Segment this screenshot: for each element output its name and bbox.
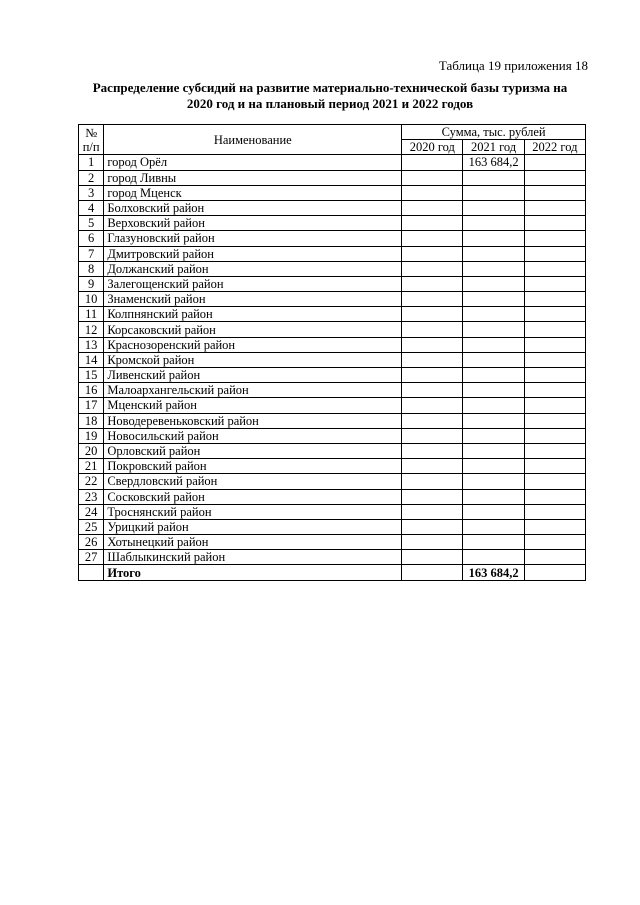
subsidy-table bbox=[78, 124, 586, 581]
row-2020 bbox=[402, 292, 463, 307]
row-2021 bbox=[463, 216, 524, 231]
row-2022 bbox=[524, 170, 585, 185]
row-2022 bbox=[524, 276, 585, 291]
row-name: Глазуновский район bbox=[104, 231, 402, 246]
row-name: Верховский район bbox=[104, 216, 402, 231]
row-2020 bbox=[402, 519, 463, 534]
row-name: Знаменский район bbox=[104, 292, 402, 307]
row-2021 bbox=[463, 489, 524, 504]
header-row-top bbox=[79, 125, 586, 140]
table-row bbox=[79, 383, 586, 398]
row-2022 bbox=[524, 155, 585, 170]
row-2021 bbox=[463, 459, 524, 474]
row-2021 bbox=[463, 413, 524, 428]
row-2021 bbox=[463, 352, 524, 367]
row-name: Новодеревеньковский район bbox=[104, 413, 402, 428]
row-2020 bbox=[402, 185, 463, 200]
row-2021 bbox=[463, 276, 524, 291]
row-number: 7 bbox=[79, 246, 104, 261]
row-2022 bbox=[524, 352, 585, 367]
row-number: 10 bbox=[79, 292, 104, 307]
row-2020 bbox=[402, 337, 463, 352]
row-name: Ливенский район bbox=[104, 368, 402, 383]
row-2020 bbox=[402, 276, 463, 291]
row-2020 bbox=[402, 459, 463, 474]
row-name: город Мценск bbox=[104, 185, 402, 200]
row-name: Покровский район bbox=[104, 459, 402, 474]
row-2020 bbox=[402, 307, 463, 322]
row-number: 21 bbox=[79, 459, 104, 474]
header-sum: Сумма, тыс. рублей bbox=[402, 125, 586, 140]
row-name: Сосковский район bbox=[104, 489, 402, 504]
row-number: 6 bbox=[79, 231, 104, 246]
header-num-line-1: № bbox=[85, 125, 98, 140]
row-name: Шаблыкинский район bbox=[104, 550, 402, 565]
row-number: 24 bbox=[79, 504, 104, 519]
row-name: Итого bbox=[104, 565, 402, 580]
table-row bbox=[79, 474, 586, 489]
row-2021 bbox=[463, 550, 524, 565]
row-name: Болховский район bbox=[104, 200, 402, 215]
table-row bbox=[79, 352, 586, 367]
table-row bbox=[79, 550, 586, 565]
row-number: 19 bbox=[79, 428, 104, 443]
row-2020 bbox=[402, 322, 463, 337]
row-2021 bbox=[463, 231, 524, 246]
row-name: Краснозоренский район bbox=[104, 337, 402, 352]
row-number: 27 bbox=[79, 550, 104, 565]
row-2020 bbox=[402, 504, 463, 519]
table-row bbox=[79, 443, 586, 458]
row-2022 bbox=[524, 307, 585, 322]
row-2022 bbox=[524, 474, 585, 489]
header-2021: 2021 год bbox=[463, 140, 524, 155]
row-2020 bbox=[402, 565, 463, 580]
table-row bbox=[79, 413, 586, 428]
row-2021 bbox=[463, 337, 524, 352]
row-2022 bbox=[524, 337, 585, 352]
row-2020 bbox=[402, 443, 463, 458]
table-row bbox=[79, 519, 586, 534]
row-2020 bbox=[402, 474, 463, 489]
table-row bbox=[79, 200, 586, 215]
table-row bbox=[79, 535, 586, 550]
row-name: Корсаковский район bbox=[104, 322, 402, 337]
row-number: 18 bbox=[79, 413, 104, 428]
row-2021 bbox=[463, 504, 524, 519]
row-2021 bbox=[463, 368, 524, 383]
row-2022 bbox=[524, 398, 585, 413]
header-num-line-2: п/п bbox=[82, 139, 100, 154]
appendix-reference: Таблица 19 приложения 18 bbox=[438, 58, 588, 73]
row-number: 23 bbox=[79, 489, 104, 504]
table-row bbox=[79, 428, 586, 443]
row-name: Должанский район bbox=[104, 261, 402, 276]
row-number: 26 bbox=[79, 535, 104, 550]
row-2021: 163 684,2 bbox=[463, 565, 524, 580]
row-2022 bbox=[524, 261, 585, 276]
row-2022 bbox=[524, 413, 585, 428]
row-2022 bbox=[524, 443, 585, 458]
row-name: Орловский район bbox=[104, 443, 402, 458]
row-2022 bbox=[524, 185, 585, 200]
table-row bbox=[79, 489, 586, 504]
row-name: Хотынецкий район bbox=[104, 535, 402, 550]
table-row bbox=[79, 368, 586, 383]
document-title bbox=[80, 80, 580, 112]
row-name: Колпнянский район bbox=[104, 307, 402, 322]
row-2020 bbox=[402, 413, 463, 428]
row-2020 bbox=[402, 383, 463, 398]
row-2022 bbox=[524, 216, 585, 231]
row-2020 bbox=[402, 200, 463, 215]
row-name: Урицкий район bbox=[104, 519, 402, 534]
row-2022 bbox=[524, 200, 585, 215]
row-2022 bbox=[524, 565, 585, 580]
row-2021 bbox=[463, 398, 524, 413]
row-2022 bbox=[524, 428, 585, 443]
row-number bbox=[79, 565, 104, 580]
row-2020 bbox=[402, 550, 463, 565]
row-2020 bbox=[402, 155, 463, 170]
table-row bbox=[79, 322, 586, 337]
row-2020 bbox=[402, 398, 463, 413]
row-2021 bbox=[463, 170, 524, 185]
row-2020 bbox=[402, 489, 463, 504]
row-2021 bbox=[463, 246, 524, 261]
row-number: 2 bbox=[79, 170, 104, 185]
row-2021 bbox=[463, 200, 524, 215]
row-number: 22 bbox=[79, 474, 104, 489]
row-name: Троснянский район bbox=[104, 504, 402, 519]
row-2022 bbox=[524, 292, 585, 307]
row-name: Свердловский район bbox=[104, 474, 402, 489]
row-2022 bbox=[524, 519, 585, 534]
row-number: 13 bbox=[79, 337, 104, 352]
row-2022 bbox=[524, 504, 585, 519]
row-name: Залегощенский район bbox=[104, 276, 402, 291]
header-2022: 2022 год bbox=[524, 140, 585, 155]
row-2021 bbox=[463, 535, 524, 550]
row-2020 bbox=[402, 352, 463, 367]
row-2022 bbox=[524, 535, 585, 550]
table-row bbox=[79, 398, 586, 413]
table-row bbox=[79, 231, 586, 246]
row-number: 25 bbox=[79, 519, 104, 534]
table-row bbox=[79, 459, 586, 474]
row-2022 bbox=[524, 459, 585, 474]
table-row bbox=[79, 337, 586, 352]
row-2021 bbox=[463, 185, 524, 200]
row-2021 bbox=[463, 261, 524, 276]
row-2022 bbox=[524, 246, 585, 261]
row-2021: 163 684,2 bbox=[463, 155, 524, 170]
row-name: Малоархангельский район bbox=[104, 383, 402, 398]
total-row bbox=[79, 565, 586, 580]
row-2021 bbox=[463, 307, 524, 322]
title-line-1: Распределение субсидий на развитие материально-технической базы туризма на bbox=[92, 80, 568, 95]
table-body bbox=[79, 155, 586, 580]
header-name: Наименование bbox=[104, 125, 402, 155]
row-2020 bbox=[402, 170, 463, 185]
table-row bbox=[79, 276, 586, 291]
header-num bbox=[79, 125, 104, 155]
table-row bbox=[79, 307, 586, 322]
table-row bbox=[79, 170, 586, 185]
table-row bbox=[79, 504, 586, 519]
row-2021 bbox=[463, 443, 524, 458]
row-2022 bbox=[524, 550, 585, 565]
row-number: 9 bbox=[79, 276, 104, 291]
row-2021 bbox=[463, 383, 524, 398]
row-number: 11 bbox=[79, 307, 104, 322]
row-2020 bbox=[402, 535, 463, 550]
row-name: Новосильский район bbox=[104, 428, 402, 443]
title-line-2: 2020 год и на плановый период 2021 и 2022 годов bbox=[186, 96, 474, 111]
table-row bbox=[79, 261, 586, 276]
row-2022 bbox=[524, 383, 585, 398]
row-name: Мценский район bbox=[104, 398, 402, 413]
row-2020 bbox=[402, 428, 463, 443]
row-name: город Орёл bbox=[104, 155, 402, 170]
row-number: 5 bbox=[79, 216, 104, 231]
row-number: 15 bbox=[79, 368, 104, 383]
table-row bbox=[79, 155, 586, 170]
row-2020 bbox=[402, 231, 463, 246]
row-number: 17 bbox=[79, 398, 104, 413]
row-2020 bbox=[402, 216, 463, 231]
row-2021 bbox=[463, 292, 524, 307]
row-2021 bbox=[463, 428, 524, 443]
row-2022 bbox=[524, 231, 585, 246]
row-number: 14 bbox=[79, 352, 104, 367]
row-number: 1 bbox=[79, 155, 104, 170]
table-row bbox=[79, 246, 586, 261]
row-number: 20 bbox=[79, 443, 104, 458]
row-name: Кромской район bbox=[104, 352, 402, 367]
row-name: Дмитровский район bbox=[104, 246, 402, 261]
row-2021 bbox=[463, 519, 524, 534]
row-2020 bbox=[402, 261, 463, 276]
row-2022 bbox=[524, 489, 585, 504]
table-row bbox=[79, 216, 586, 231]
table-row bbox=[79, 292, 586, 307]
row-number: 8 bbox=[79, 261, 104, 276]
row-2020 bbox=[402, 368, 463, 383]
row-2021 bbox=[463, 322, 524, 337]
row-number: 12 bbox=[79, 322, 104, 337]
row-name: город Ливны bbox=[104, 170, 402, 185]
row-number: 3 bbox=[79, 185, 104, 200]
row-number: 16 bbox=[79, 383, 104, 398]
row-2022 bbox=[524, 322, 585, 337]
row-number: 4 bbox=[79, 200, 104, 215]
row-2022 bbox=[524, 368, 585, 383]
row-2020 bbox=[402, 246, 463, 261]
row-2021 bbox=[463, 474, 524, 489]
header-2020: 2020 год bbox=[402, 140, 463, 155]
table-row bbox=[79, 185, 586, 200]
